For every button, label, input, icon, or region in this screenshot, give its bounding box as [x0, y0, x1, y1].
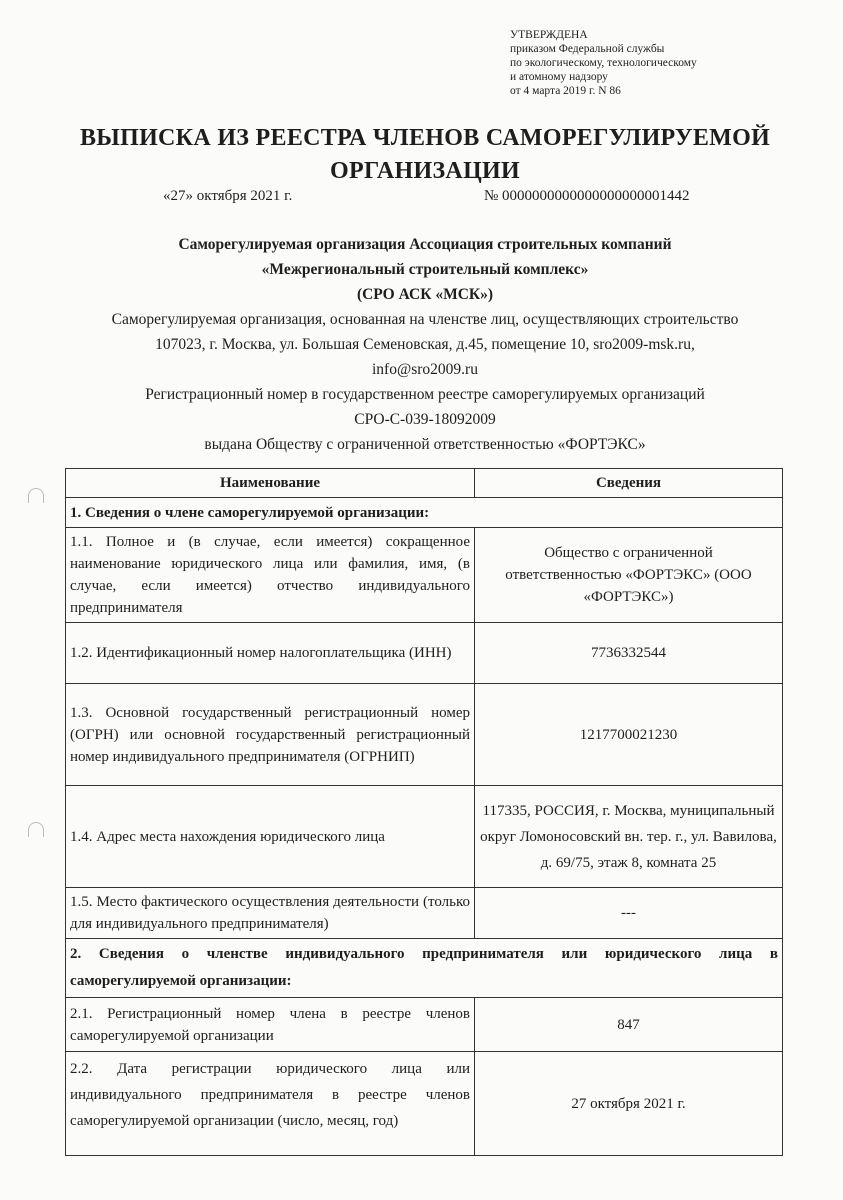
org-short-name: (СРО АСК «МСК») — [356, 286, 494, 303]
header-name: Наименование — [66, 469, 475, 498]
org-name: Саморегулируемая организация Ассоциация строительных компаний — [178, 236, 672, 253]
table-row — [66, 888, 783, 939]
table-row — [66, 623, 783, 684]
document-title — [60, 122, 790, 188]
section-2-title: 2. Сведения о членстве индивидуального предпринимателя или юридического лица в саморегулируемой организации: — [66, 939, 783, 998]
org-reg-number: СРО-С-039-18092009 — [354, 411, 496, 428]
row-label: 1.4. Адрес места нахождения юридического лица — [66, 786, 475, 888]
org-type: Саморегулируемая организация, основанная на членстве лиц, осуществляющих строительство — [111, 311, 739, 328]
title-line: ОРГАНИЗАЦИИ — [330, 158, 520, 184]
row-value: Общество с ограниченной ответственностью «ФОРТЭКС» (ООО «ФОРТЭКС») — [475, 528, 783, 623]
org-email: info@sro2009.ru — [372, 361, 478, 378]
table-row — [66, 786, 783, 888]
header-info: Сведения — [475, 469, 783, 498]
section-row — [66, 939, 783, 998]
approval-line: и атомному надзору — [510, 71, 608, 83]
document-date: «27» октября 2021 г. — [163, 188, 293, 204]
registry-table — [65, 468, 783, 1156]
approval-line: приказом Федеральной службы — [510, 43, 665, 55]
approval-line: по экологическому, технологическому — [510, 57, 697, 69]
table-row — [66, 528, 783, 623]
approval-line: от 4 марта 2019 г. N 86 — [510, 85, 621, 97]
table-row — [66, 1052, 783, 1156]
issued-to: выдана Обществу с ограниченной ответственностью «ФОРТЭКС» — [204, 436, 646, 453]
row-value: --- — [475, 888, 783, 939]
org-address: 107023, г. Москва, ул. Большая Семеновская, д.45, помещение 10, sro2009-msk.ru, — [155, 336, 695, 353]
table-header-row — [66, 469, 783, 498]
punch-hole-mark — [28, 822, 44, 837]
row-label: 1.2. Идентификационный номер налогоплательщика (ИНН) — [66, 623, 475, 684]
row-value: 7736332544 — [475, 623, 783, 684]
section-1-title: 1. Сведения о члене саморегулируемой организации: — [66, 498, 783, 528]
section-row — [66, 498, 783, 528]
row-label: 2.1. Регистрационный номер члена в реестре членов саморегулируемой организации — [66, 998, 475, 1052]
row-label: 1.5. Место фактического осуществления деятельности (только для индивидуального предпринимателя) — [66, 888, 475, 939]
row-value: 27 октября 2021 г. — [475, 1052, 783, 1156]
approval-stamp — [510, 28, 697, 98]
document-number: № 0000000000000000000001442 — [484, 188, 690, 204]
row-label: 1.1. Полное и (в случае, если имеется) сокращенное наименование юридического лица или фамилия, имя, (в случае, если имеется) отчество индивидуального предпринимателя — [66, 528, 475, 623]
row-label: 2.2. Дата регистрации юридического лица или индивидуального предпринимателя в реестре членов саморегулируемой организации (число, месяц, год) — [66, 1052, 475, 1156]
row-value: 847 — [475, 998, 783, 1052]
table-row — [66, 684, 783, 786]
approval-heading: УТВЕРЖДЕНА — [510, 29, 588, 41]
table-row — [66, 998, 783, 1052]
title-line: ВЫПИСКА ИЗ РЕЕСТРА ЧЛЕНОВ САМОРЕГУЛИРУЕМОЙ — [79, 125, 771, 151]
punch-hole-mark — [28, 488, 44, 503]
row-label: 1.3. Основной государственный регистрационный номер (ОГРН) или основной государственный регистрационный номер индивидуального предпринимателя (ОГРНИП) — [66, 684, 475, 786]
row-value: 117335, РОССИЯ, г. Москва, муниципальный округ Ломоносовский вн. тер. г., ул. Вавилова, д. 69/75, этаж 8, комната 25 — [475, 786, 783, 888]
organization-info — [60, 232, 790, 457]
org-name-quoted: «Межрегиональный строительный комплекс» — [261, 261, 589, 278]
row-value: 1217700021230 — [475, 684, 783, 786]
org-reg-label: Регистрационный номер в государственном реестре саморегулируемых организаций — [145, 386, 705, 403]
